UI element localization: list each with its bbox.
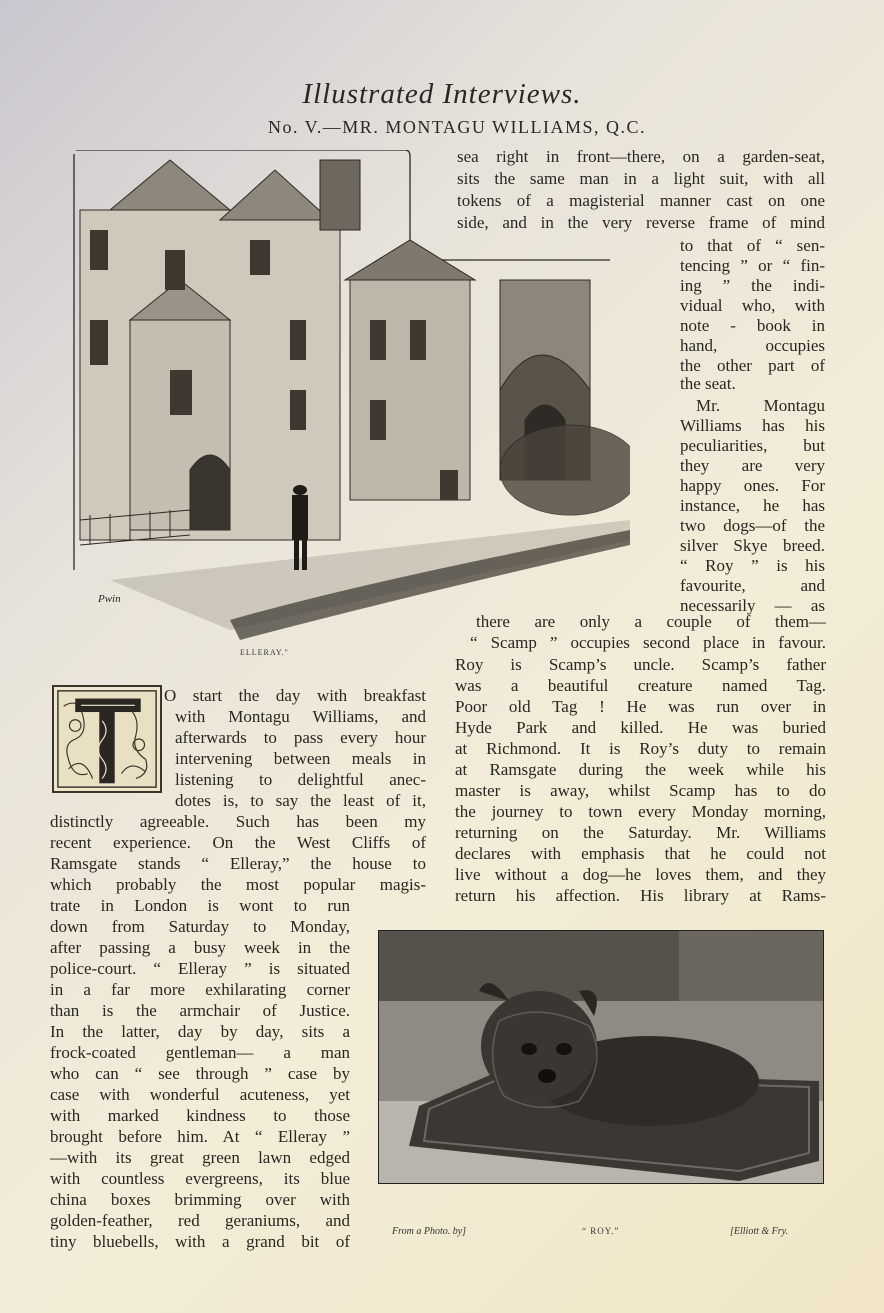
text-line: with countless evergreens, its blue — [50, 1169, 350, 1188]
text-line: the other part of — [680, 356, 825, 375]
text-line: sits the same man in a light suit, with all — [457, 169, 825, 188]
text-line: tiny bluebells, with a grand bit of — [50, 1232, 350, 1251]
text-line: return his affection. His library at Rams- — [455, 886, 826, 905]
text-line: “ Scamp ” occupies second place in favour. — [470, 633, 826, 652]
text-line: vidual who, with — [680, 296, 825, 315]
text-line: Ramsgate stands “ Elleray,” the house to — [50, 854, 426, 873]
text-line: was a beautiful creature named Tag. — [455, 676, 826, 695]
text-line: distinctly agreeable. Such has been my — [50, 812, 426, 831]
text-line: with Montagu Williams, and — [175, 707, 426, 726]
text-line: tencing ” or “ fin- — [680, 256, 825, 275]
text-line: Poor old Tag ! He was run over in — [455, 697, 826, 716]
text-line: which probably the most popular magis- — [50, 875, 426, 894]
text-line: dotes is, to say the least of it, — [175, 791, 426, 810]
text-line: tokens of a magisterial manner cast on one — [457, 191, 825, 210]
text-line: note - book in — [680, 316, 825, 335]
text-line: the journey to town every Monday morning, — [455, 802, 826, 821]
text-line: returning on the Saturday. Mr. Williams — [455, 823, 826, 842]
text-line: china boxes brimming over with — [50, 1190, 350, 1209]
text-line: afterwards to pass every hour — [175, 728, 426, 747]
text-line: Mr. Montagu — [696, 396, 825, 415]
text-line: live without a dog—he loves them, and they — [455, 865, 826, 884]
text-line: who can “ see through ” case by — [50, 1064, 350, 1083]
text-line: there are only a couple of them— — [476, 612, 826, 631]
text-line: after passing a busy week in the — [50, 938, 350, 957]
text-line: hand, occupies — [680, 336, 825, 355]
text-line: peculiarities, but — [680, 436, 825, 455]
text-line: down from Saturday to Monday, — [50, 917, 350, 936]
text-line: declares with emphasis that he could not — [455, 844, 826, 863]
text-line: In the latter, day by day, sits a — [50, 1022, 350, 1041]
text-line: they are very — [680, 456, 825, 475]
text-line: “ Roy ” is his — [680, 556, 825, 575]
text-line: ing ” the indi- — [680, 276, 825, 295]
text-line: at Richmond. It is Roy’s duty to remain — [455, 739, 826, 758]
text-line: recent experience. On the West Cliffs of — [50, 833, 426, 852]
text-line: to that of “ sen- — [680, 236, 825, 255]
text-line: intervening between meals in — [175, 749, 426, 768]
text-line: side, and in the very reverse frame of mind — [457, 213, 825, 232]
text-line: golden-feather, red geraniums, and — [50, 1211, 350, 1230]
text-line: Roy is Scamp’s uncle. Scamp’s father — [455, 655, 826, 674]
text-line: the seat. — [680, 374, 736, 393]
text-line: in a far more exhilarating corner — [50, 980, 350, 999]
text-line: silver Skye breed. — [680, 536, 825, 555]
text-line: two dogs—of the — [680, 516, 825, 535]
text-line: case with wonderful acuteness, yet — [50, 1085, 350, 1104]
text-line: trate in London is wont to run — [50, 896, 350, 915]
text-line: brought before him. At “ Elleray ” — [50, 1127, 350, 1146]
text-line: than is the armchair of Justice. — [50, 1001, 350, 1020]
text-line: Hyde Park and killed. He was buried — [455, 718, 826, 737]
text-line: happy ones. For — [680, 476, 825, 495]
illustration-caption: ELLERAY." — [240, 648, 289, 657]
text-line: necessarily — as — [680, 596, 825, 615]
text-line: frock-coated gentleman— a man — [50, 1043, 350, 1062]
photo-credit-left: From a Photo. by] — [392, 1226, 467, 1237]
text-line: police-court. “ Elleray ” is situated — [50, 959, 350, 978]
text-line: listening to delightful anec- — [175, 770, 426, 789]
text-line: instance, he has — [680, 496, 825, 515]
text-line: sea right in front—there, on a garden-seat, — [457, 147, 825, 166]
text-line: master is away, whilst Scamp has to do — [455, 781, 826, 800]
text-line: with marked kindness to those — [50, 1106, 350, 1125]
page-title: Illustrated Interviews. — [302, 78, 582, 110]
text-line: Williams has his — [680, 416, 825, 435]
text-line: —with its great green lawn edged — [50, 1148, 350, 1167]
photo-caption: “ ROY.” — [582, 1226, 620, 1236]
photo-credit-right: [Elliott & Fry. — [730, 1226, 789, 1237]
article-subtitle: No. V.—MR. MONTAGU WILLIAMS, Q.C. — [267, 117, 647, 137]
roy-dog-photo — [378, 930, 824, 1184]
text-line: O start the day with breakfast — [164, 686, 426, 705]
artist-signature: Pwin — [98, 593, 121, 605]
dropcap-t-ornament — [52, 685, 162, 793]
text-line: at Ramsgate during the week while his — [455, 760, 826, 779]
text-line: favourite, and — [680, 576, 825, 595]
